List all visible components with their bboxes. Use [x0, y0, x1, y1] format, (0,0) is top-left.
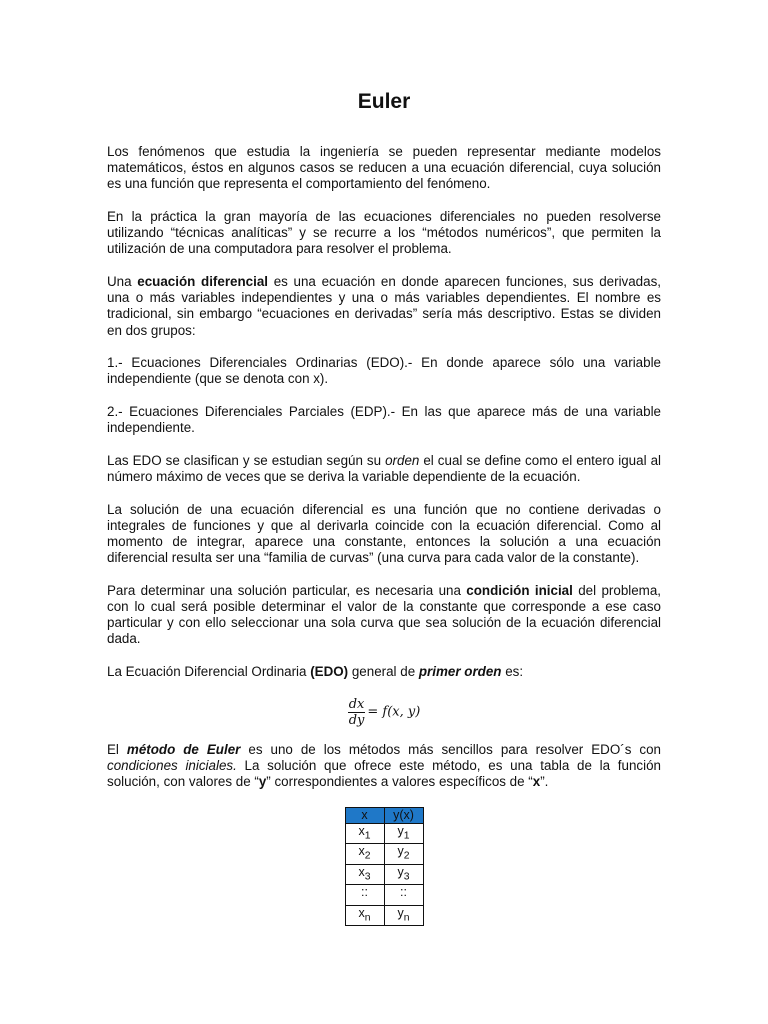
- bold-term: ecuación diferencial: [137, 274, 268, 289]
- table-row: [345, 844, 423, 865]
- fraction-numerator: dx: [348, 696, 365, 712]
- cell-subscript: 1: [403, 830, 410, 842]
- euler-values-table: [345, 807, 424, 927]
- cell-subscript: 1: [364, 830, 371, 842]
- cell-main: ::: [400, 885, 407, 900]
- text-span: el cual se define como el entero igual al número máximo de veces que se deriva la variable dependiente de la ecuación.: [107, 452, 661, 484]
- bold-term: (EDO): [310, 664, 349, 679]
- table-header-row: [345, 807, 423, 823]
- cell-subscript: 2: [403, 850, 410, 862]
- bold-italic-term: método de Euler: [126, 741, 241, 757]
- text-span: ”.: [540, 774, 549, 789]
- table-row: [345, 905, 423, 926]
- document-body: [107, 144, 661, 926]
- cell-subscript: 3: [364, 871, 371, 883]
- text-span: La solución que ofrece este método, es una tabla de la función solución, con valores de “: [107, 757, 661, 789]
- bold-term: x: [532, 774, 541, 789]
- text-span: Una: [107, 274, 138, 289]
- cell-subscript: n: [364, 912, 371, 924]
- bold-italic-term: primer orden: [418, 664, 502, 679]
- table-header-x: x: [345, 807, 384, 823]
- page-title: Euler: [357, 90, 411, 113]
- cell-subscript: 2: [364, 850, 371, 862]
- paragraph-solution: La solución de una ecuación diferencial es una función que no contiene derivadas o integrales de funciones y que al derivarla coincide con la ecuación diferencial. Como al momento de integrar, aparece una constante, entonces la solución a una ecuación diferencial resulta ser una “familia de curvas” (una curva para cada valor de la constante).: [107, 501, 661, 566]
- cell-main: y: [397, 844, 404, 859]
- paragraph-numerical-methods: En la práctica la gran mayoría de las ecuaciones diferenciales no pueden resolverse utilizando “técnicas analíticas” y se recurre a los “métodos numéricos”, que permiten la utilización de una computadora para resolver el problema.: [107, 209, 661, 257]
- fraction-denominator: dy: [348, 712, 365, 728]
- paragraph-first-order: [107, 664, 661, 680]
- paragraph-intro: Los fenómenos que estudia la ingeniería se pueden representar mediante modelos matemáticos, éstos en algunos casos se reducen a una ecuación diferencial, cuya solución es una función que representa el comportamiento del fenómeno.: [107, 144, 661, 192]
- text-span: Las EDO se clasifican y se estudian según su: [107, 452, 386, 468]
- text-span: Para determinar una solución particular, es necesaria una: [107, 582, 467, 598]
- equation-rhs: = f(x, y): [367, 703, 421, 719]
- paragraph-definition: [107, 274, 661, 339]
- table-cell-y: [384, 885, 423, 906]
- bold-term: y: [258, 774, 267, 789]
- italic-term: condiciones iniciales.: [107, 757, 237, 773]
- table-cell-y: [384, 844, 423, 865]
- bold-term: condición inicial: [466, 582, 573, 598]
- text-span: El: [107, 741, 127, 757]
- cell-main: y: [397, 905, 404, 920]
- table-cell-x: [345, 844, 384, 865]
- table-header-y: y(x): [384, 807, 423, 823]
- paragraph-order: [107, 453, 661, 485]
- cell-main: y: [397, 823, 404, 838]
- equation: [107, 697, 661, 728]
- table-cell-y: [384, 823, 423, 844]
- paragraph-euler-method: [107, 742, 661, 791]
- text-span: del problema, con lo cual será posible determinar el valor de la constante que corresponde a ese caso particular y con ello seleccionar una sola curva que sea solución de la ecuación diferencial dada.: [107, 582, 662, 647]
- italic-term: orden: [385, 452, 420, 468]
- cell-main: ::: [361, 885, 368, 900]
- table-cell-x: [345, 885, 384, 906]
- text-span: es:: [501, 664, 524, 679]
- text-span: es una ecuación en donde aparecen funciones, sus derivadas, una o más variables independientes y una o más variables dependientes. El nombre es tradicional, sin embargo “ecuaciones en derivadas” sería más descriptivo. Estas se dividen en dos grupos:: [107, 274, 661, 338]
- text-span: es uno de los métodos más sencillos para resolver EDO´s con: [240, 741, 661, 757]
- table-cell-y: [384, 864, 423, 885]
- table-row: [345, 864, 423, 885]
- text-span: ” correspondientes a valores específicos de “: [266, 774, 533, 789]
- cell-main: x: [358, 823, 365, 838]
- fraction: [348, 697, 366, 728]
- paragraph-edp: 2.- Ecuaciones Diferenciales Parciales (EDP).- En las que aparece más de una variable independiente.: [107, 404, 661, 436]
- table-cell-y: [384, 905, 423, 926]
- paragraph-edo: 1.- Ecuaciones Diferenciales Ordinarias (EDO).- En donde aparece sólo una variable independiente (que se denota con x).: [107, 355, 661, 387]
- cell-main: x: [358, 864, 365, 879]
- table-cell-x: [345, 823, 384, 844]
- table-cell-x: [345, 905, 384, 926]
- text-span: La Ecuación Diferencial Ordinaria: [107, 664, 311, 679]
- cell-main: y: [397, 864, 404, 879]
- table-row: [345, 885, 423, 906]
- cell-subscript: 3: [403, 871, 410, 883]
- paragraph-initial-condition: [107, 583, 661, 648]
- cell-main: x: [358, 905, 365, 920]
- table-cell-x: [345, 864, 384, 885]
- table-row: [345, 823, 423, 844]
- text-span: general de: [348, 664, 419, 679]
- cell-main: x: [358, 844, 365, 859]
- cell-subscript: n: [403, 912, 410, 924]
